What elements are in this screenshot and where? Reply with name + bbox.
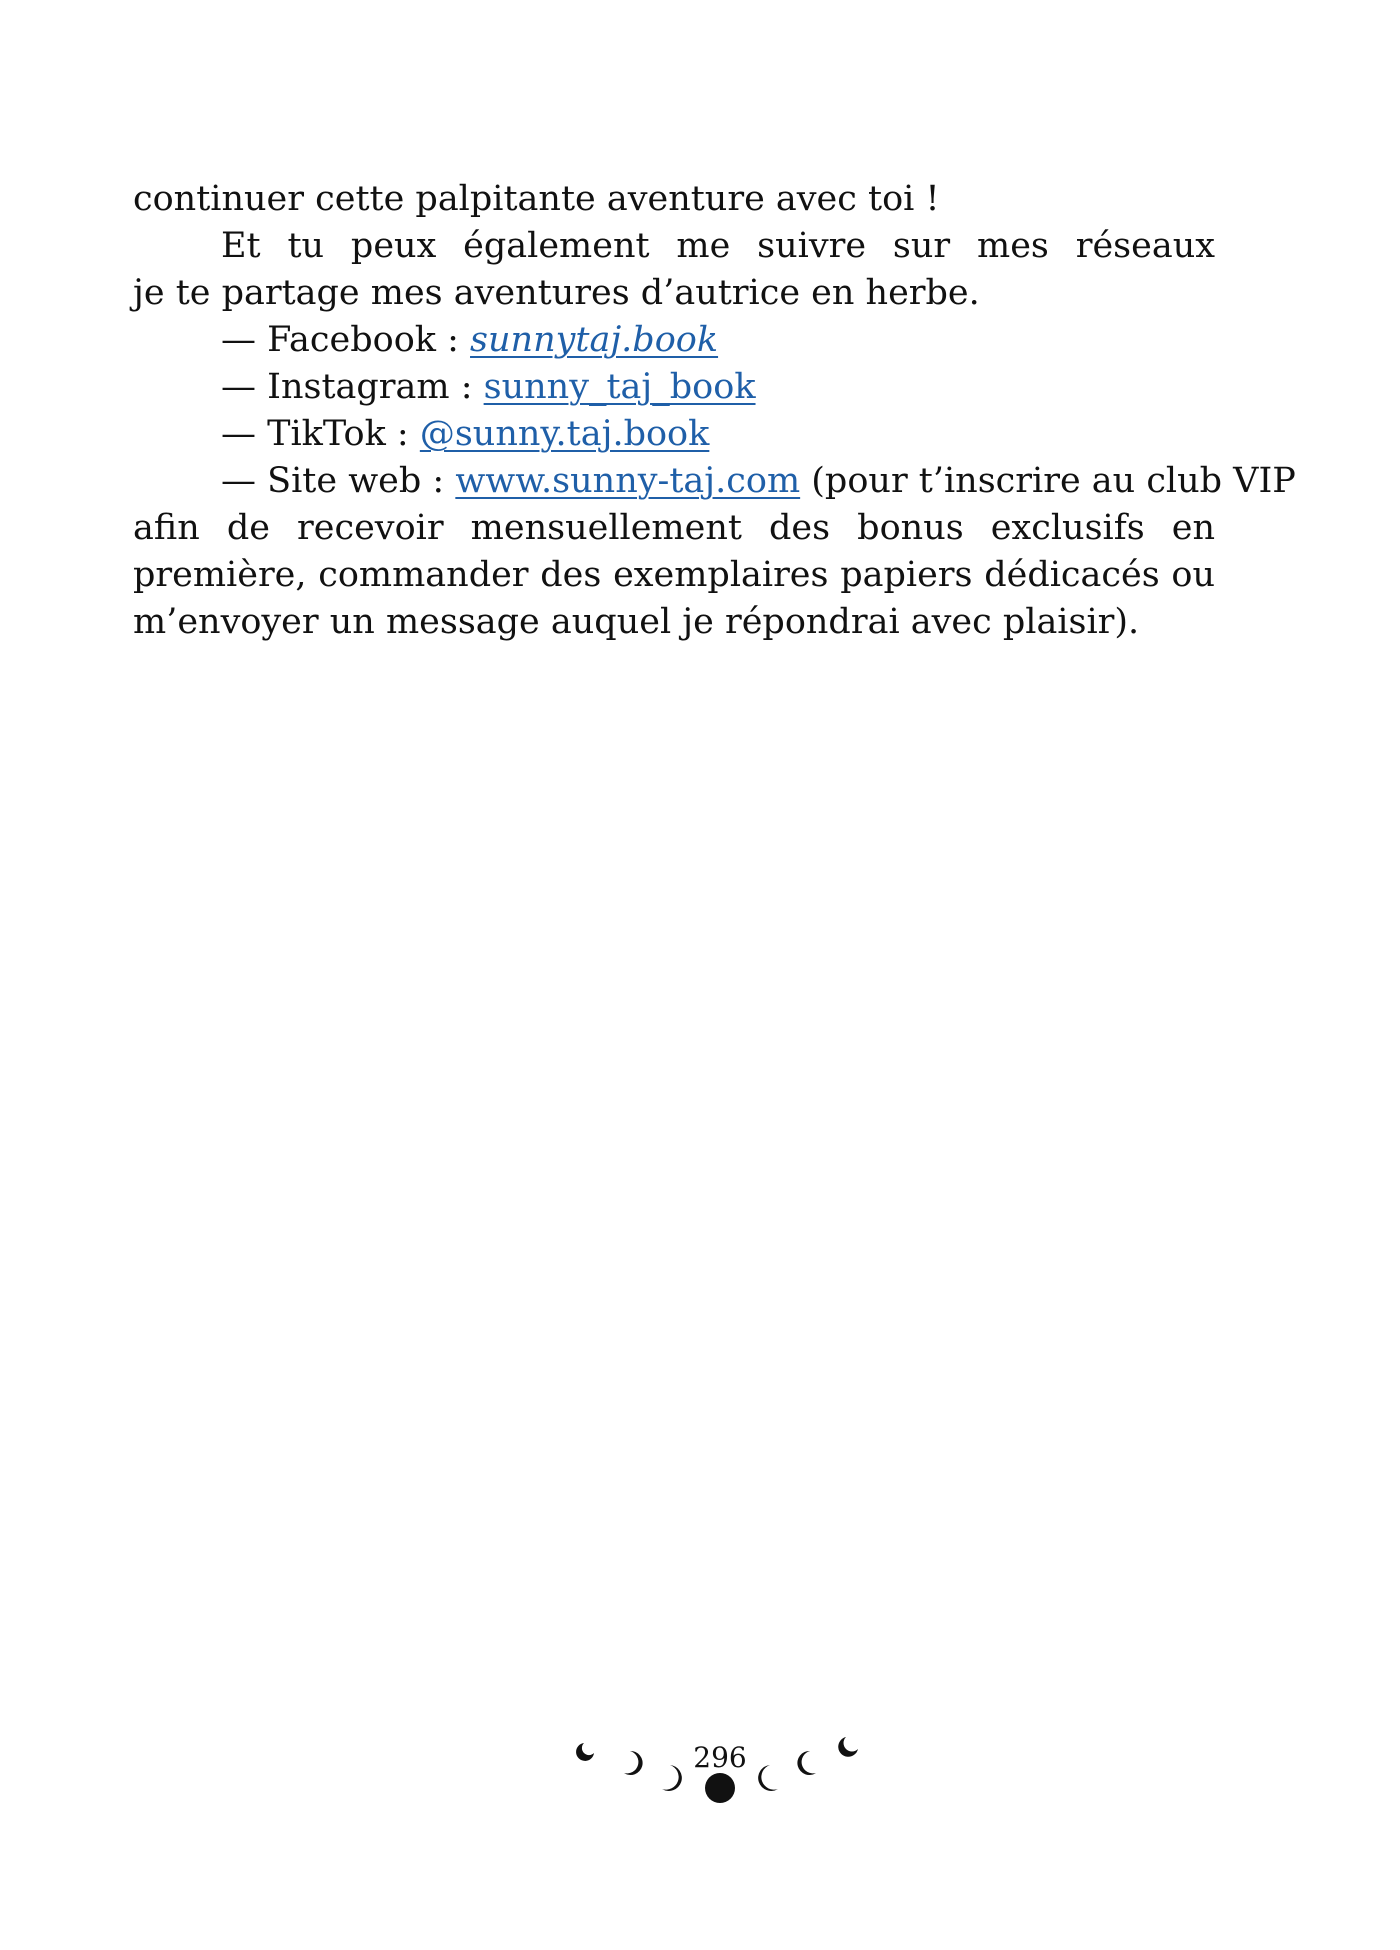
- tiktok-link[interactable]: @sunny.taj.book: [419, 414, 710, 454]
- social-website: [133, 458, 1296, 505]
- full-moon-icon: [705, 1773, 735, 1803]
- website-description-line-2: afin de recevoir mensuellement des bonus exclusifs en: [133, 508, 1215, 548]
- paragraph-continuation: continuer cette palpitante aventure avec toi !: [133, 179, 940, 219]
- social-intro-line-1: Et tu peux également me suivre sur mes réseaux: [221, 226, 1215, 266]
- page-footer: [570, 1725, 870, 1815]
- social-instagram: [133, 364, 1215, 411]
- instagram-label: — Instagram :: [221, 367, 484, 407]
- website-label: — Site web :: [221, 461, 456, 501]
- website-description-line-3: première, commander des exemplaires papiers dédicacés ou: [133, 555, 1215, 595]
- facebook-link[interactable]: sunnytaj.book: [470, 320, 719, 360]
- social-tiktok: [133, 411, 1215, 458]
- social-facebook: [133, 317, 1215, 364]
- website-description-start: (pour t’inscrire au club VIP: [800, 461, 1296, 501]
- tiktok-label: — TikTok :: [221, 414, 420, 454]
- body-text: [133, 176, 1296, 646]
- facebook-label: — Facebook :: [221, 320, 471, 360]
- website-description-line-4: m’envoyer un message auquel je répondrai avec plaisir).: [133, 602, 1140, 642]
- website-link[interactable]: www.sunny-taj.com: [455, 461, 801, 501]
- page-number: 296: [693, 1741, 747, 1774]
- social-intro-line-2: je te partage mes aventures d’autrice en herbe.: [133, 273, 980, 313]
- instagram-link[interactable]: sunny_taj_book: [483, 367, 756, 407]
